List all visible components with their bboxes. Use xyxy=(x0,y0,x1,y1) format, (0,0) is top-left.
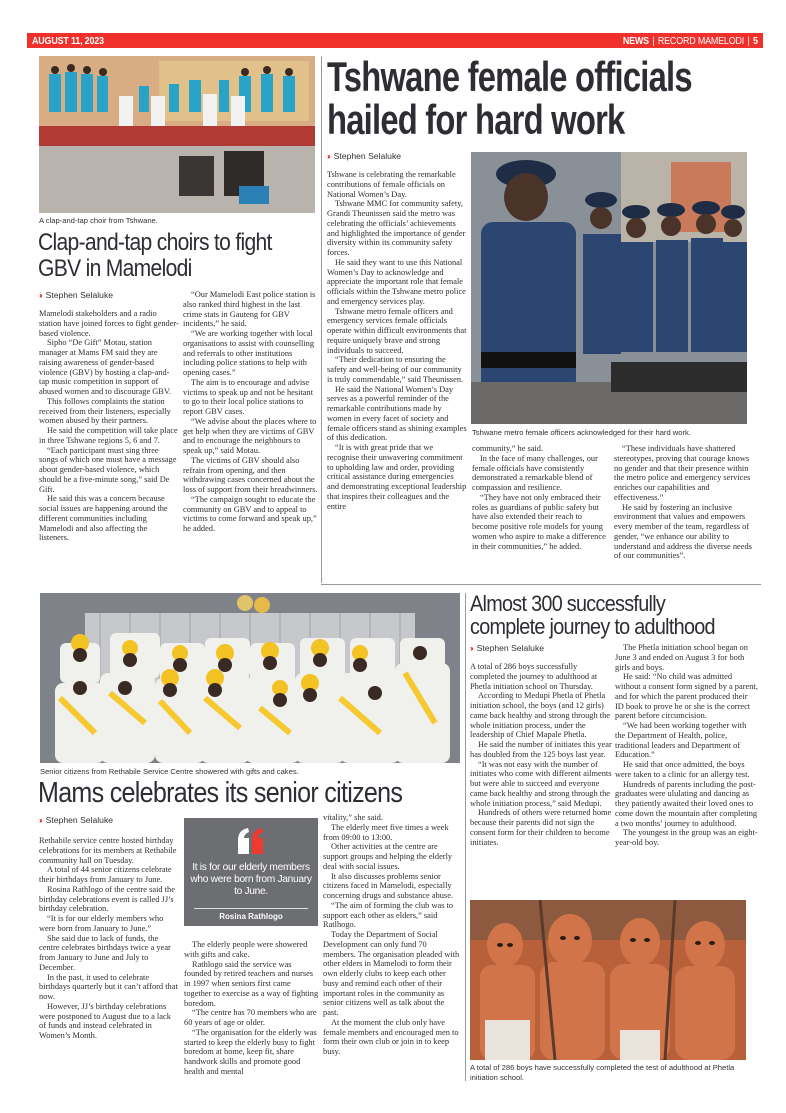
section-divider xyxy=(321,584,761,585)
paragraph: He said: “No child was admitted without a consent form signed by a parent, and for which the parent produced their ID book to prove he or she is the correct parent before circumcision. xyxy=(615,672,758,721)
paragraph: The elderly people were showered with gifts and cake. xyxy=(184,940,308,959)
paragraph: The victims of GBV should also refrain from opening, and then withdrawing cases concerned about the loss of support from their breadwinners. xyxy=(183,455,318,494)
paragraph: He said the National Women’s Day serves as a powerful reminder of the remarkable contributions made by women in every facet of society and female officers stand as shining examples of this dedication. xyxy=(327,384,467,443)
choir-headline xyxy=(38,230,272,282)
paragraph: He said the competition will take place in three Tshwane regions 5, 6 and 7. xyxy=(39,426,178,445)
chevron-right-icon: ›› xyxy=(327,151,329,161)
paragraph: “We are working together with local organisations to assist with counselling and referrals to other institutions including police stations to help with opening cases.” xyxy=(183,329,315,377)
paragraph: In the past, it used to celebrate birthdays quarterly but it can’t afford that now. xyxy=(39,972,178,1001)
paragraph: “Our Mamelodi East police station is also ranked third highest in the last crime stats in Gauteng for GBV incidents,” he said. xyxy=(183,290,316,329)
column-divider xyxy=(465,593,466,1081)
paragraph: “It was not easy with the number of initiates who come with different ailments but were able to succeed and everyone came back healthy and strong through the whole initiation process,” said Medupi. xyxy=(470,759,612,808)
choir-photo xyxy=(39,56,315,213)
paragraph: This follows complaints the station received from their listeners, especially women abused by their partners. xyxy=(39,396,171,426)
quote-mark-icon xyxy=(236,826,266,856)
paragraph: “We had been working together with the Department of Health, police, traditional leaders and Department of Education.” xyxy=(615,721,747,760)
paragraph: Sipho “De Gift” Motau, station manager at Mams FM said they are raising awareness of gender-based violence (GBV) by hosting a clap-and-tap music competition in support of abused women and to discourage GBV. xyxy=(39,338,171,396)
paragraph: “Each participant must sing three songs of which one must have a message about gender-based violence, which should be a five-minute song,” said De Gift. xyxy=(39,445,177,494)
choir-column-1 xyxy=(39,309,179,543)
author-name: Stephen Selaluke xyxy=(333,151,402,161)
chevron-right-icon: ›› xyxy=(39,290,41,300)
choir-byline xyxy=(39,290,113,300)
initiation-column-2 xyxy=(615,643,758,848)
seniors-photo-caption: Senior citizens from Rethabile Service Centre showered with gifts and cakes. xyxy=(40,767,299,776)
officials-column-2 xyxy=(472,444,610,551)
chevron-right-icon: ›› xyxy=(470,643,472,653)
paragraph: community,” he said. xyxy=(472,444,544,453)
paragraph: The elderly meet five times a week from 09:00 to 13:00. xyxy=(323,822,449,842)
paragraph: He said they want to use this National Women’s Day to acknowledge and appreciate the important role that female officials within the Tshwane metro police and emergency services play. xyxy=(327,257,466,306)
seniors-column-1 xyxy=(39,836,179,1041)
paragraph: “We advise about the places where to get help when they are victims of GBV and to encourage the neighbours to speak up,” said Motau. xyxy=(183,416,317,455)
paragraph: vitality,” she said. xyxy=(323,813,383,822)
headline-line: complete journey to adulthood xyxy=(470,614,715,639)
author-name: Stephen Selaluke xyxy=(476,643,545,653)
paragraph: The aim is to encourage and advise victims to speak up and not be hesitant to go to their local police stations to report GBV cases. xyxy=(183,377,314,416)
paragraph: Today the Department of Social Development can only fund 70 members. The organisation pleaded with other elders in Mamelodi to form their own elderly clubs to keep each other busy and remind each other of their important roles in the community as senior citizens well as talk about the past. xyxy=(323,930,460,1017)
paragraph: He said by fostering an inclusive environment that values and empowers every member of the team, regardless of gender, “we enhance our ability to understand and address the diverse needs of our communities”. xyxy=(614,502,752,561)
pull-quote-rule xyxy=(194,908,308,909)
column-divider xyxy=(321,56,322,583)
paragraph: “The centre has 70 members who are 60 years of age or older. xyxy=(184,1008,317,1027)
paragraph: According to Medupi Phetla of Phetla initiation school, the boys (and 12 girls) came back healthy and strong through the whole initiation process, under the leadership of Chief Mapale Phetla. xyxy=(470,691,611,740)
paragraph: At the moment the club only have female members and encouraged men to form their own club or join in to keep busy. xyxy=(323,1017,459,1056)
paragraph: “It is for our elderly members who were born from January to June.” xyxy=(39,914,164,933)
seniors-headline: Mams celebrates its senior citizens xyxy=(38,777,403,809)
paragraph: The Phetla initiation school began on June 3 and ended on August 3 for both girls and boys. xyxy=(615,643,748,672)
paragraph: In the face of many challenges, our female officials have consistently demonstrated a remarkable blend of compassion and resilience. xyxy=(472,453,598,492)
publication-name: RECORD MAMELODI xyxy=(658,34,745,47)
divider: | xyxy=(652,34,655,47)
paragraph: Other activities at the centre are support groups and helping the elderly deal with social issues. xyxy=(323,842,453,871)
pull-quote-text: It is for our elderly members who were born from January to June. xyxy=(190,862,312,897)
divider: | xyxy=(747,34,750,47)
paragraph: “They have not only embraced their roles as guardians of public safety but have also extended their reach to become positive role models for young women who aspire to make a difference in their communities,” he added. xyxy=(472,492,606,551)
page-header-bar xyxy=(27,33,763,48)
headline-line: Tshwane female officials xyxy=(327,53,692,100)
initiation-column-1 xyxy=(470,662,612,847)
paragraph: Tshwane metro female officers and emergency services female officials operate within difficult environments that require uniquely brave and strong individuals to succeed. xyxy=(327,306,467,355)
author-name: Stephen Selaluke xyxy=(45,815,114,825)
paragraph: “The aim of forming the club was to support each other as elders,” said Ratlhogo. xyxy=(323,900,454,930)
paragraph: He said the number of initiates this year has doubled from the 125 boys last year. xyxy=(470,740,612,759)
officers-photo-caption: Tshwane metro female officers acknowledged for their hard work. xyxy=(472,428,691,437)
paragraph: A total of 286 boys successfully completed the journey to adulthood at Phetla initiation school on Thursday. xyxy=(470,662,598,691)
headline-line: Almost 300 successfully xyxy=(470,591,666,616)
chevron-right-icon: ›› xyxy=(39,815,41,825)
initiates-photo xyxy=(470,900,746,1060)
paragraph: Rethabile service centre hosted birthday celebrations for its members at Rethabile community hall on Tuesday. xyxy=(39,836,177,865)
section-info xyxy=(623,35,758,47)
section-label: NEWS xyxy=(622,34,650,47)
seniors-column-3 xyxy=(323,813,461,1057)
initiates-photo-caption: A total of 286 boys have successfully completed the test of adulthood at Phetla initiation school. xyxy=(470,1063,735,1082)
paragraph: “The organisation for the elderly was started to keep the elderly busy to fight boredom at home, keep fit, share handwork skills and promote good health and mental xyxy=(184,1027,317,1076)
pull-quote xyxy=(184,818,318,926)
seniors-byline xyxy=(39,815,113,825)
officials-column-3 xyxy=(614,444,752,561)
paragraph: He said that once admitted, the boys were taken to a clinic for an allergy test. xyxy=(615,760,750,779)
choir-photo-caption: A clap-and-tap choir from Tshwane. xyxy=(39,216,158,225)
paragraph: Hundreds of others were returned home because their parents did not sign the consent form for their children to become initiates. xyxy=(470,808,612,847)
paragraph: It also discusses problems senior citizens faced in Mamelodi, especially concerning drugs and substance abuse. xyxy=(323,871,454,900)
issue-date: AUGUST 11, 2023 xyxy=(32,34,104,47)
page-number: 5 xyxy=(753,34,758,47)
headline-line: Clap-and-tap choirs to fight xyxy=(38,229,272,256)
initiation-byline xyxy=(470,643,544,653)
headline-line: GBV in Mamelodi xyxy=(38,255,192,282)
paragraph: Mamelodi stakeholders and a radio station have joined forces to fight gender-based violence. xyxy=(39,309,179,338)
choir-column-2 xyxy=(183,290,319,534)
officers-photo xyxy=(471,152,747,424)
paragraph: “It is with great pride that we recognise their unwavering commitment to upholding law and order, providing critical assistance during emergencies and demonstrating exceptional leadership that inspires their colleagues and the entire xyxy=(327,443,467,511)
paragraph: Rosina Rathlogo of the centre said the birthday celebrations event is called JJ’s birthday celebration. xyxy=(39,884,175,914)
paragraph: A total of 44 senior citizens celebrate their birthdays from January to June. xyxy=(39,865,172,884)
seniors-column-2 xyxy=(184,940,320,1077)
officials-headline xyxy=(327,55,692,141)
paragraph: The youngest in the group was an eight-year-old boy. xyxy=(615,828,758,847)
paragraph: “These individuals have shattered stereotypes, proving that courage knows no gender and that their presence within the metro police and emergency services enriches our capabilities and effectiveness.” xyxy=(614,444,751,502)
paragraph: Tshwane is celebrating the remarkable contributions of female officials on National Women’s Day. xyxy=(327,170,456,199)
officials-byline xyxy=(327,151,401,161)
officials-column-1 xyxy=(327,170,467,511)
headline-line: hailed for hard work xyxy=(327,96,625,143)
paragraph: Tshwane MMC for community safety, Grandi Theunissen said the metro was celebrating the officials’ achievements and highlighted the importance of gender diversity within its community safety forces. xyxy=(327,199,466,257)
seniors-photo xyxy=(40,593,460,763)
paragraph: However, JJ’s birthday celebrations were postponed to August due to a lack of funds and instead celebrated in Women’s Month. xyxy=(39,1001,171,1040)
initiation-headline xyxy=(470,592,715,638)
paragraph: Hundreds of parents including the post-graduates were ululating and dancing as they patiently awaited their loved ones to come down the mountain after completing a two months’ journey to adulthood. xyxy=(615,779,758,828)
author-name: Stephen Selaluke xyxy=(45,290,114,300)
paragraph: “Their dedication to ensuring the safety and well-being of our community is truly commendable,” said Theunissen. xyxy=(327,355,464,384)
pull-quote-attribution: Rosina Rathlogo xyxy=(219,912,283,921)
paragraph: Rathlogo said the service was founded by retired teachers and nurses in 1997 when seniors first came together to exercise as a way of fighting boredom. xyxy=(184,959,319,1008)
paragraph: “The campaign sought to educate the community on GBV and to appeal to victims to come forward and speak up,” he added. xyxy=(183,494,317,533)
paragraph: She said due to lack of funds, the centre celebrates birthdays twice a year from January to June and July to December. xyxy=(39,933,171,972)
paragraph: He said this was a concern because social issues are happening around the different communities including Mamelodi and also affecting the listeners. xyxy=(39,494,168,543)
